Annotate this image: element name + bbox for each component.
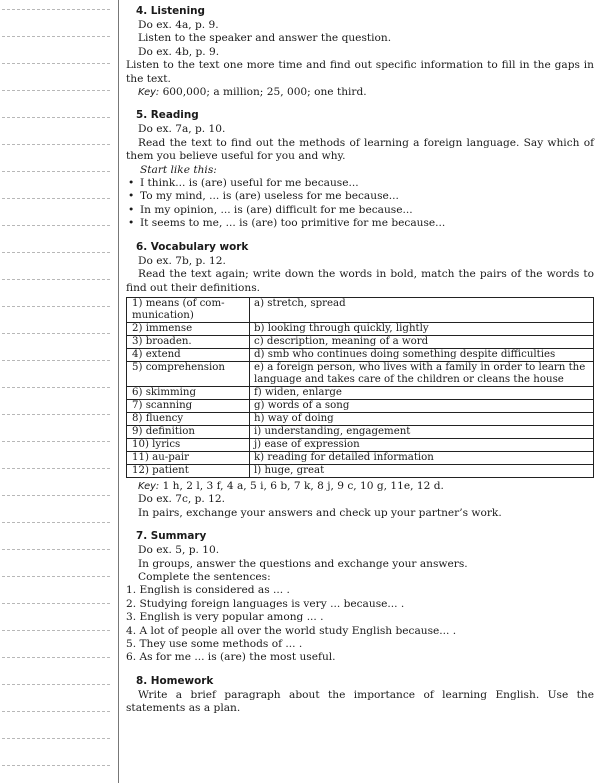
margin-rule-line <box>2 738 110 739</box>
sentence-item: 2. Studying foreign languages is very ... because... . <box>126 597 405 610</box>
bullet-item: • To my mind, ... is (are) useless for me because... <box>126 190 594 203</box>
margin-rule-line <box>2 225 110 226</box>
vocabulary-line: Do ex. 7b, p. 12. <box>138 254 226 267</box>
table-row <box>127 399 594 412</box>
vocabulary-table <box>126 297 594 478</box>
sentence-item: 6. As for me ... is (are) the most useful. <box>126 651 336 664</box>
margin-rule-line <box>2 144 110 145</box>
definition-cell: b) looking through quickly, lightly <box>250 322 594 335</box>
margin-rule-line <box>2 36 110 37</box>
term-cell: 7) scanning <box>127 399 250 412</box>
term-cell: 1) means (of com-munication) <box>127 297 250 322</box>
margin-rule-line <box>2 414 110 415</box>
section-title-reading: 5. Reading <box>136 109 199 122</box>
term-cell: 5) comprehension <box>127 361 250 386</box>
term-cell: 3) broaden. <box>127 335 250 348</box>
bullet-item: • It seems to me, ... is (are) too primitive for me because... <box>126 217 594 230</box>
margin-rule-line <box>2 630 110 631</box>
key-text: 1 h, 2 l, 3 f, 4 a, 5 i, 6 b, 7 k, 8 j, 9 c, 10 g, 11e, 12 d. <box>159 479 444 492</box>
listening-line: Do ex. 4a, p. 9. <box>138 19 219 31</box>
sentence-item: 5. They use some methods of ... . <box>126 637 303 650</box>
margin-rule-line <box>2 306 110 307</box>
table-row <box>127 464 594 477</box>
margin-rule-line <box>2 360 110 361</box>
summary-line: Do ex. 5, p. 10. <box>138 544 220 557</box>
margin-rule-line <box>2 468 110 469</box>
term-cell: 12) patient <box>127 464 250 477</box>
definition-cell: c) description, meaning of a word <box>250 335 594 348</box>
section-title-summary: 7. Summary <box>136 530 207 543</box>
definition-cell: e) a foreign person, who lives with a family in order to learn the language and takes care of the children or cleans the house <box>250 361 594 386</box>
section-title-vocabulary: 6. Vocabulary work <box>136 240 249 253</box>
margin-rule-line <box>2 441 110 442</box>
table-row <box>127 438 594 451</box>
margin-rule-line <box>2 522 110 523</box>
table-row <box>127 361 594 386</box>
definition-cell: h) way of doing <box>250 412 594 425</box>
definition-cell: d) smb who continues doing something despite difficulties <box>250 348 594 361</box>
vocabulary-key <box>126 480 594 493</box>
homework-text: Write a brief paragraph about the importance of learning English. Use the statements as a plan. <box>126 688 594 715</box>
sentence-item: 1. English is considered as ... . <box>126 584 290 597</box>
section-title-listening: 4. Listening <box>136 5 205 17</box>
margin-rule-line <box>2 387 110 388</box>
section-title-homework: 8. Homework <box>136 674 214 687</box>
term-cell: 2) immense <box>127 322 250 335</box>
term-cell: 8) fluency <box>127 412 250 425</box>
margin-rule-line <box>2 9 110 10</box>
vocabulary-line: Read the text again; write down the words in bold, match the pairs of the words to find out their definitions. <box>126 268 594 294</box>
table-row <box>127 348 594 361</box>
reading-bullets <box>126 177 594 231</box>
start-like-label: Start like this: <box>140 163 217 176</box>
table-row <box>127 386 594 399</box>
table-row <box>127 451 594 464</box>
definition-cell: j) ease of expression <box>250 438 594 451</box>
margin-rule-line <box>2 549 110 550</box>
table-row <box>127 297 594 322</box>
definition-cell: f) widen, enlarge <box>250 386 594 399</box>
summary-line: In groups, answer the questions and exchange your answers. <box>138 557 468 570</box>
margin-rule-line <box>2 711 110 712</box>
definition-cell: k) reading for detailed information <box>250 451 594 464</box>
margin-rule-line <box>2 603 110 604</box>
margin-rule-line <box>2 333 110 334</box>
sentence-item: 3. English is very popular among ... . <box>126 611 324 624</box>
listening-line: Listen to the speaker and answer the question. <box>138 32 392 45</box>
vocabulary-after-line: Do ex. 7c, p. 12. <box>138 493 225 506</box>
summary-line: Complete the sentences: <box>138 570 271 583</box>
lesson-page <box>126 4 594 716</box>
margin-rule-line <box>2 90 110 91</box>
listening-line: Listen to the text one more time and find out specific information to fill in the gaps in the text. <box>126 59 594 85</box>
bullet-item: • I think... is (are) useful for me because... <box>126 177 594 190</box>
notes-margin <box>0 0 119 783</box>
margin-rule-line <box>2 252 110 253</box>
term-cell: 9) definition <box>127 425 250 438</box>
table-row <box>127 322 594 335</box>
margin-rule-line <box>2 576 110 577</box>
margin-rule-line <box>2 279 110 280</box>
definition-cell: l) huge, great <box>250 464 594 477</box>
key-label: Key: <box>138 480 160 492</box>
reading-line: Read the text to find out the methods of learning a foreign language. Say which of them you believe useful for you and why. <box>126 136 594 163</box>
reading-line: Do ex. 7a, p. 10. <box>138 123 226 136</box>
term-cell: 6) skimming <box>127 386 250 399</box>
definition-cell: a) stretch, spread <box>250 297 594 322</box>
term-cell: 4) extend <box>127 348 250 361</box>
listening-line: Do ex. 4b, p. 9. <box>138 45 220 58</box>
table-row <box>127 425 594 438</box>
vocabulary-after-line: In pairs, exchange your answers and check up your partner’s work. <box>138 506 502 519</box>
key-text: 600,000; a million; 25, 000; one third. <box>159 86 367 99</box>
margin-rule-line <box>2 684 110 685</box>
key-label: Key: <box>138 87 160 99</box>
margin-rule-line <box>2 657 110 658</box>
term-cell: 11) au-pair <box>127 451 250 464</box>
listening-key <box>126 86 594 99</box>
term-cell: 10) lyrics <box>127 438 250 451</box>
definition-cell: g) words of a song <box>250 399 594 412</box>
margin-rule-line <box>2 117 110 118</box>
definition-cell: i) understanding, engagement <box>250 425 594 438</box>
bullet-item: • In my opinion, ... is (are) difficult for me because... <box>126 204 594 217</box>
table-row <box>127 412 594 425</box>
table-row <box>127 335 594 348</box>
margin-rule-line <box>2 765 110 766</box>
margin-rule-line <box>2 171 110 172</box>
margin-rule-line <box>2 63 110 64</box>
summary-sentences <box>126 584 594 664</box>
margin-rule-line <box>2 198 110 199</box>
sentence-item: 4. A lot of people all over the world study English because... . <box>126 624 457 637</box>
margin-rule-line <box>2 495 110 496</box>
